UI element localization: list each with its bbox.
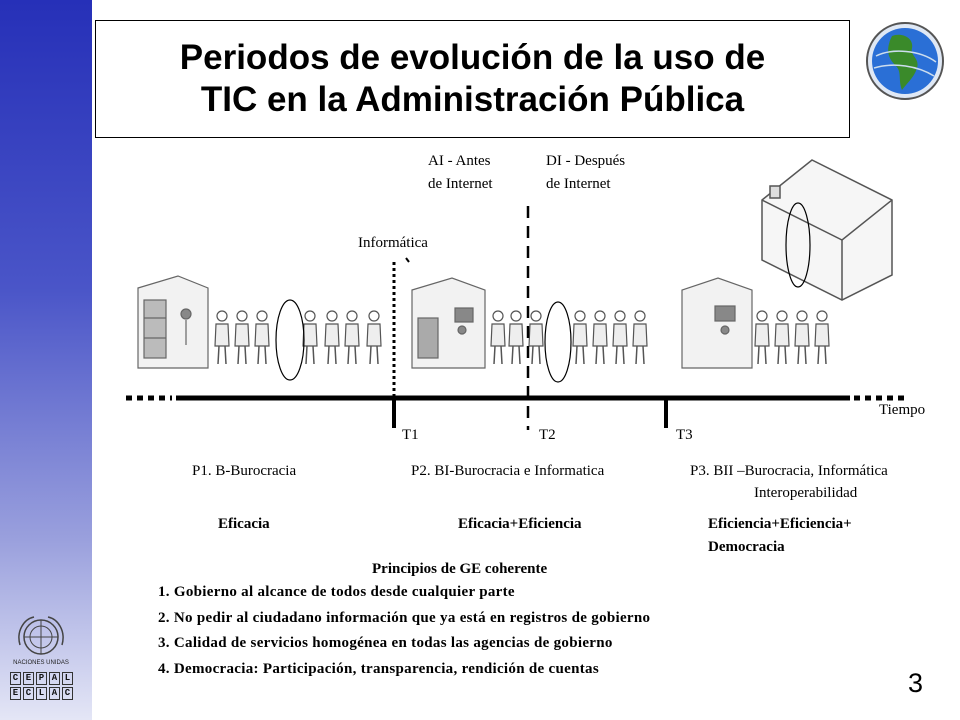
ai-label-line2: de Internet <box>428 176 493 192</box>
person-figure <box>215 311 229 364</box>
person-figure <box>255 311 269 364</box>
office-scene-1 <box>138 276 208 368</box>
person-figure <box>775 311 789 364</box>
un-label: NACIONES UNIDAS <box>13 660 69 666</box>
logo-letter: E <box>23 672 34 685</box>
principle-item: 2. No pedir al ciudadano información que ya está en registros de gobierno <box>158 610 651 626</box>
person-figure <box>795 311 809 364</box>
period-p1: P1. B-Burocracia <box>192 463 297 479</box>
office-scene-2 <box>412 278 485 368</box>
outcome-p1: Eficacia <box>218 516 270 532</box>
logo-letter: A <box>49 687 60 700</box>
outcome-p3-line2: Democracia <box>708 539 785 555</box>
person-figure <box>633 311 647 364</box>
person-figure <box>573 311 587 364</box>
person-figure <box>345 311 359 364</box>
person-figure <box>613 311 627 364</box>
principles-heading: Principios de GE coherente <box>372 561 548 577</box>
ai-label-line1: AI - Antes <box>428 153 491 169</box>
timeline-axis-label: Tiempo <box>879 402 926 418</box>
logo-letter: E <box>10 687 21 700</box>
person-figure <box>755 311 769 364</box>
period-p3-line2: Interoperabilidad <box>754 485 858 501</box>
person-figure <box>235 311 249 364</box>
title-line-2: TIC en la Administración Pública <box>200 80 745 119</box>
period-p2: P2. BI-Burocracia e Informatica <box>411 463 605 479</box>
di-label-line1: DI - Después <box>546 153 626 169</box>
tick-label-t2: T2 <box>539 427 556 443</box>
principle-item: 1. Gobierno al alcance de todos desde cualquier parte <box>158 584 515 600</box>
office-scene-3 <box>682 278 752 368</box>
informatica-label: Informática <box>358 235 428 251</box>
person-figure <box>325 311 339 364</box>
person-figure <box>367 311 381 364</box>
person-figure <box>303 311 317 364</box>
person-figure <box>815 311 829 364</box>
citizen-ellipse-1 <box>276 300 304 380</box>
person-figure <box>491 311 505 364</box>
logo-letter: C <box>10 672 21 685</box>
period-p3-line1: P3. BII –Burocracia, Informática <box>690 463 888 479</box>
di-label-line2: de Internet <box>546 176 611 192</box>
principle-item: 4. Democracia: Participación, transparencia, rendición de cuentas <box>158 661 599 677</box>
outcome-p2: Eficacia+Eficiencia <box>458 516 582 532</box>
person-figure <box>509 311 523 364</box>
logo-letter: L <box>36 687 47 700</box>
house-illustration <box>762 160 892 300</box>
logo-letter: C <box>62 687 73 700</box>
person-figure <box>593 311 607 364</box>
informatica-tick-mark <box>406 258 409 262</box>
logo-letter: L <box>62 672 73 685</box>
principle-item: 3. Calidad de servicios homogénea en todas las agencias de gobierno <box>158 635 613 651</box>
logo-letter: A <box>49 672 60 685</box>
tick-label-t1: T1 <box>402 427 419 443</box>
tick-label-t3: T3 <box>676 427 693 443</box>
logo-letter: P <box>36 672 47 685</box>
outcome-p3-line1: Eficiencia+Eficiencia+ <box>708 516 852 532</box>
citizen-ellipse-2 <box>545 302 571 382</box>
logo-letter: C <box>23 687 34 700</box>
page-number: 3 <box>908 668 924 698</box>
person-figure <box>529 311 543 364</box>
title-line-1: Periodos de evolución de la uso de <box>179 38 766 77</box>
